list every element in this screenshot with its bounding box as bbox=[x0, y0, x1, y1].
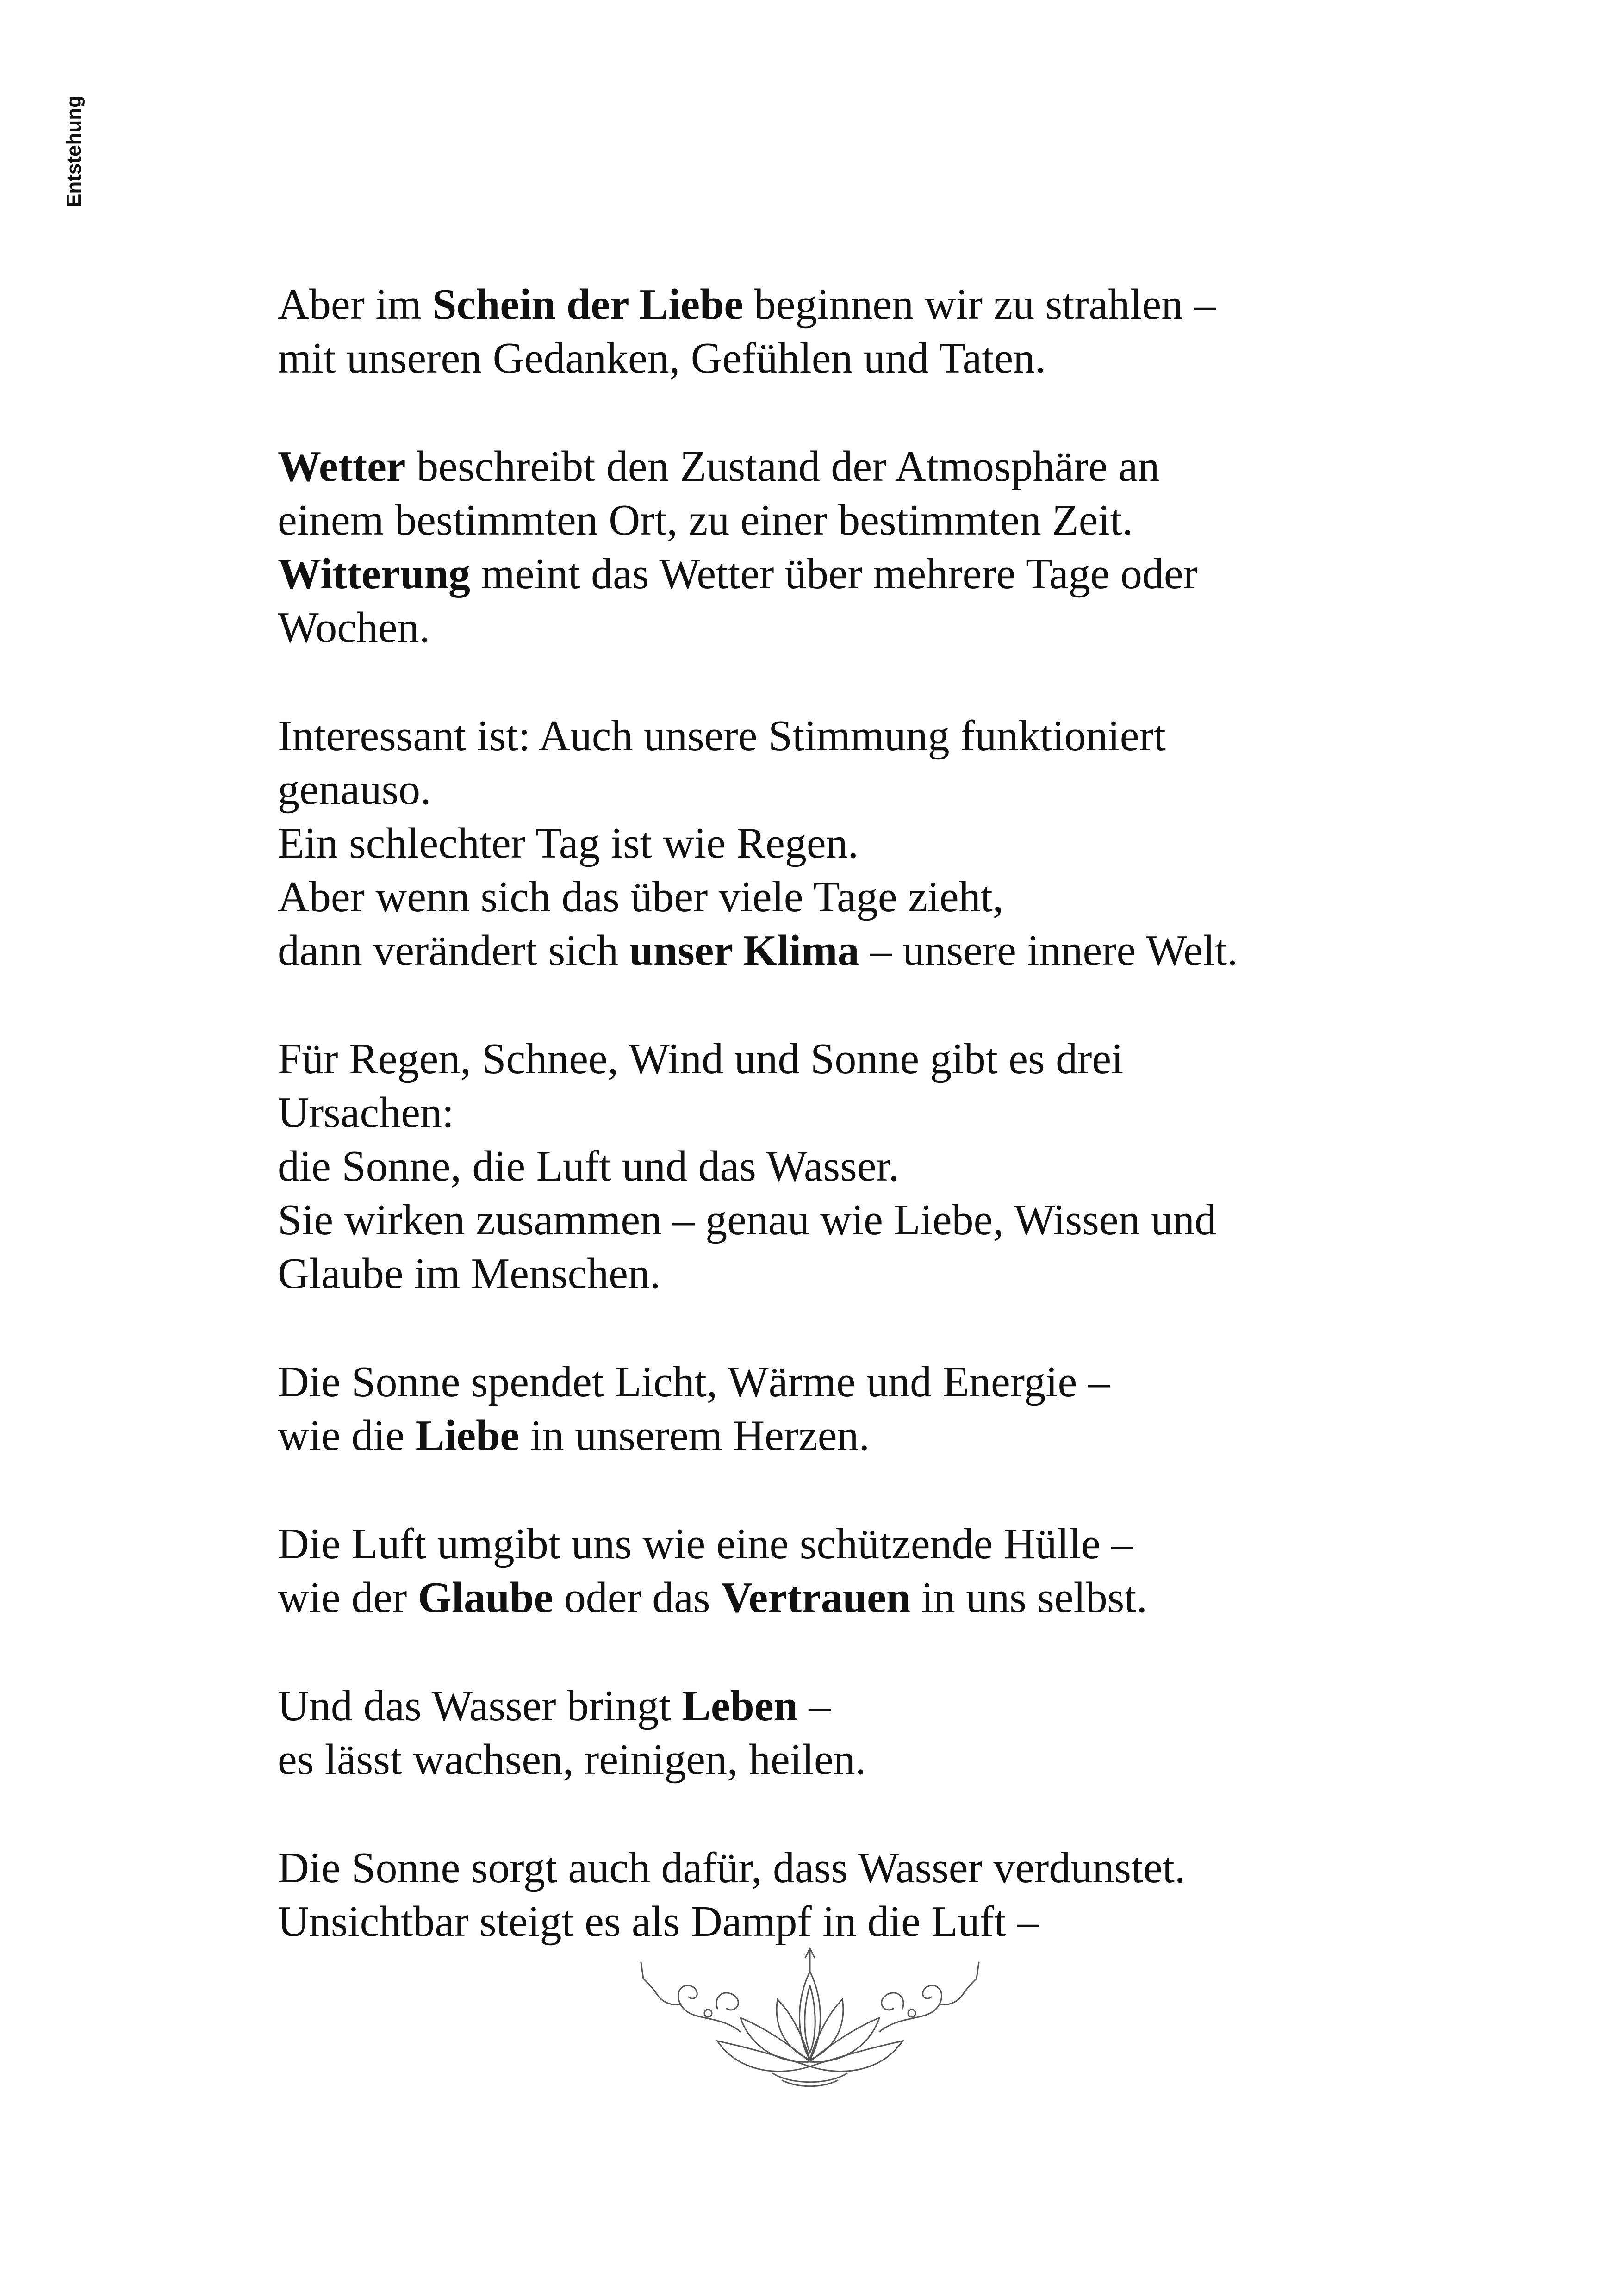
text-line bbox=[278, 1247, 1481, 1300]
text-line bbox=[278, 278, 1481, 331]
text-run: Ein schlechter Tag ist wie Regen. bbox=[278, 819, 859, 867]
text-run: in uns selbst. bbox=[910, 1574, 1147, 1622]
bold-term: unser Klima bbox=[629, 927, 859, 975]
paragraph bbox=[278, 440, 1481, 654]
text-line bbox=[278, 1679, 1481, 1733]
text-line bbox=[278, 816, 1481, 870]
text-run: Die Luft umgibt uns wie eine schützende Hülle – bbox=[278, 1520, 1133, 1568]
text-run: Aber wenn sich das über viele Tage zieht, bbox=[278, 873, 1004, 921]
text-line bbox=[278, 1139, 1481, 1193]
text-run: einem bestimmten Ort, zu einer bestimmten Zeit. bbox=[278, 496, 1133, 544]
bold-term: Liebe bbox=[415, 1412, 520, 1460]
text-run: Und das Wasser bringt bbox=[278, 1682, 682, 1730]
text-run: Die Sonne spendet Licht, Wärme und Energie – bbox=[278, 1358, 1110, 1406]
text-run: – bbox=[797, 1682, 831, 1730]
text-run: beginnen wir zu strahlen – bbox=[743, 280, 1216, 329]
text-line bbox=[278, 763, 1481, 816]
text-line bbox=[278, 1193, 1481, 1247]
text-run: dann verändert sich bbox=[278, 927, 629, 975]
text-run: in unserem Herzen. bbox=[519, 1412, 870, 1460]
text-run: Unsichtbar steigt es als Dampf in die Luft – bbox=[278, 1898, 1039, 1946]
text-run: Sie wirken zusammen – genau wie Liebe, Wissen und bbox=[278, 1196, 1217, 1244]
text-line bbox=[278, 1409, 1481, 1462]
paragraph bbox=[278, 278, 1481, 385]
text-line bbox=[278, 870, 1481, 924]
text-run: beschreibt den Zustand der Atmosphäre an bbox=[405, 442, 1160, 491]
text-line bbox=[278, 440, 1481, 493]
text-line bbox=[278, 1032, 1481, 1086]
paragraph bbox=[278, 1355, 1481, 1462]
text-run: wie die bbox=[278, 1412, 416, 1460]
text-run: Aber im bbox=[278, 280, 433, 329]
paragraph bbox=[278, 1517, 1481, 1624]
text-line bbox=[278, 1841, 1481, 1895]
text-line bbox=[278, 1355, 1481, 1409]
text-run: wie der bbox=[278, 1574, 418, 1622]
section-side-label-text: Entstehung bbox=[62, 95, 85, 207]
bold-term: Leben bbox=[682, 1682, 798, 1730]
text-run: meint das Wetter über mehrere Tage oder bbox=[470, 550, 1198, 598]
bold-term: Wetter bbox=[278, 442, 406, 491]
lotus-ornament-icon bbox=[639, 1944, 981, 2092]
text-run: Glaube im Menschen. bbox=[278, 1250, 661, 1298]
text-line bbox=[278, 601, 1481, 654]
text-run: mit unseren Gedanken, Gefühlen und Taten. bbox=[278, 334, 1046, 382]
paragraph bbox=[278, 709, 1481, 977]
text-run: Die Sonne sorgt auch dafür, dass Wasser verdunstet. bbox=[278, 1844, 1186, 1892]
bold-term: Schein der Liebe bbox=[432, 280, 744, 329]
text-line bbox=[278, 547, 1481, 601]
text-run: genauso. bbox=[278, 765, 431, 814]
text-line bbox=[278, 924, 1481, 977]
text-line bbox=[278, 1086, 1481, 1139]
bold-term: Witterung bbox=[278, 550, 471, 598]
text-run: Interessant ist: Auch unsere Stimmung funktioniert bbox=[278, 712, 1166, 760]
text-run: Für Regen, Schnee, Wind und Sonne gibt es drei bbox=[278, 1035, 1124, 1083]
body-text bbox=[278, 278, 1481, 2003]
text-run: die Sonne, die Luft und das Wasser. bbox=[278, 1142, 900, 1190]
bold-term: Glaube bbox=[417, 1574, 554, 1622]
text-line bbox=[278, 331, 1481, 385]
text-line bbox=[278, 1733, 1481, 1786]
paragraph bbox=[278, 1841, 1481, 1948]
paragraph bbox=[278, 1679, 1481, 1786]
text-line bbox=[278, 1571, 1481, 1624]
text-run: Wochen. bbox=[278, 604, 430, 652]
paragraph bbox=[278, 1032, 1481, 1300]
text-run: – unsere innere Welt. bbox=[859, 927, 1238, 975]
text-run: Ursachen: bbox=[278, 1089, 454, 1137]
text-run: es lässt wachsen, reinigen, heilen. bbox=[278, 1736, 866, 1784]
text-line bbox=[278, 709, 1481, 763]
section-side-label bbox=[61, 55, 87, 207]
text-line bbox=[278, 1895, 1481, 1948]
text-line bbox=[278, 493, 1481, 547]
bold-term: Vertrauen bbox=[721, 1574, 911, 1622]
text-run: oder das bbox=[553, 1574, 722, 1622]
text-line bbox=[278, 1517, 1481, 1571]
